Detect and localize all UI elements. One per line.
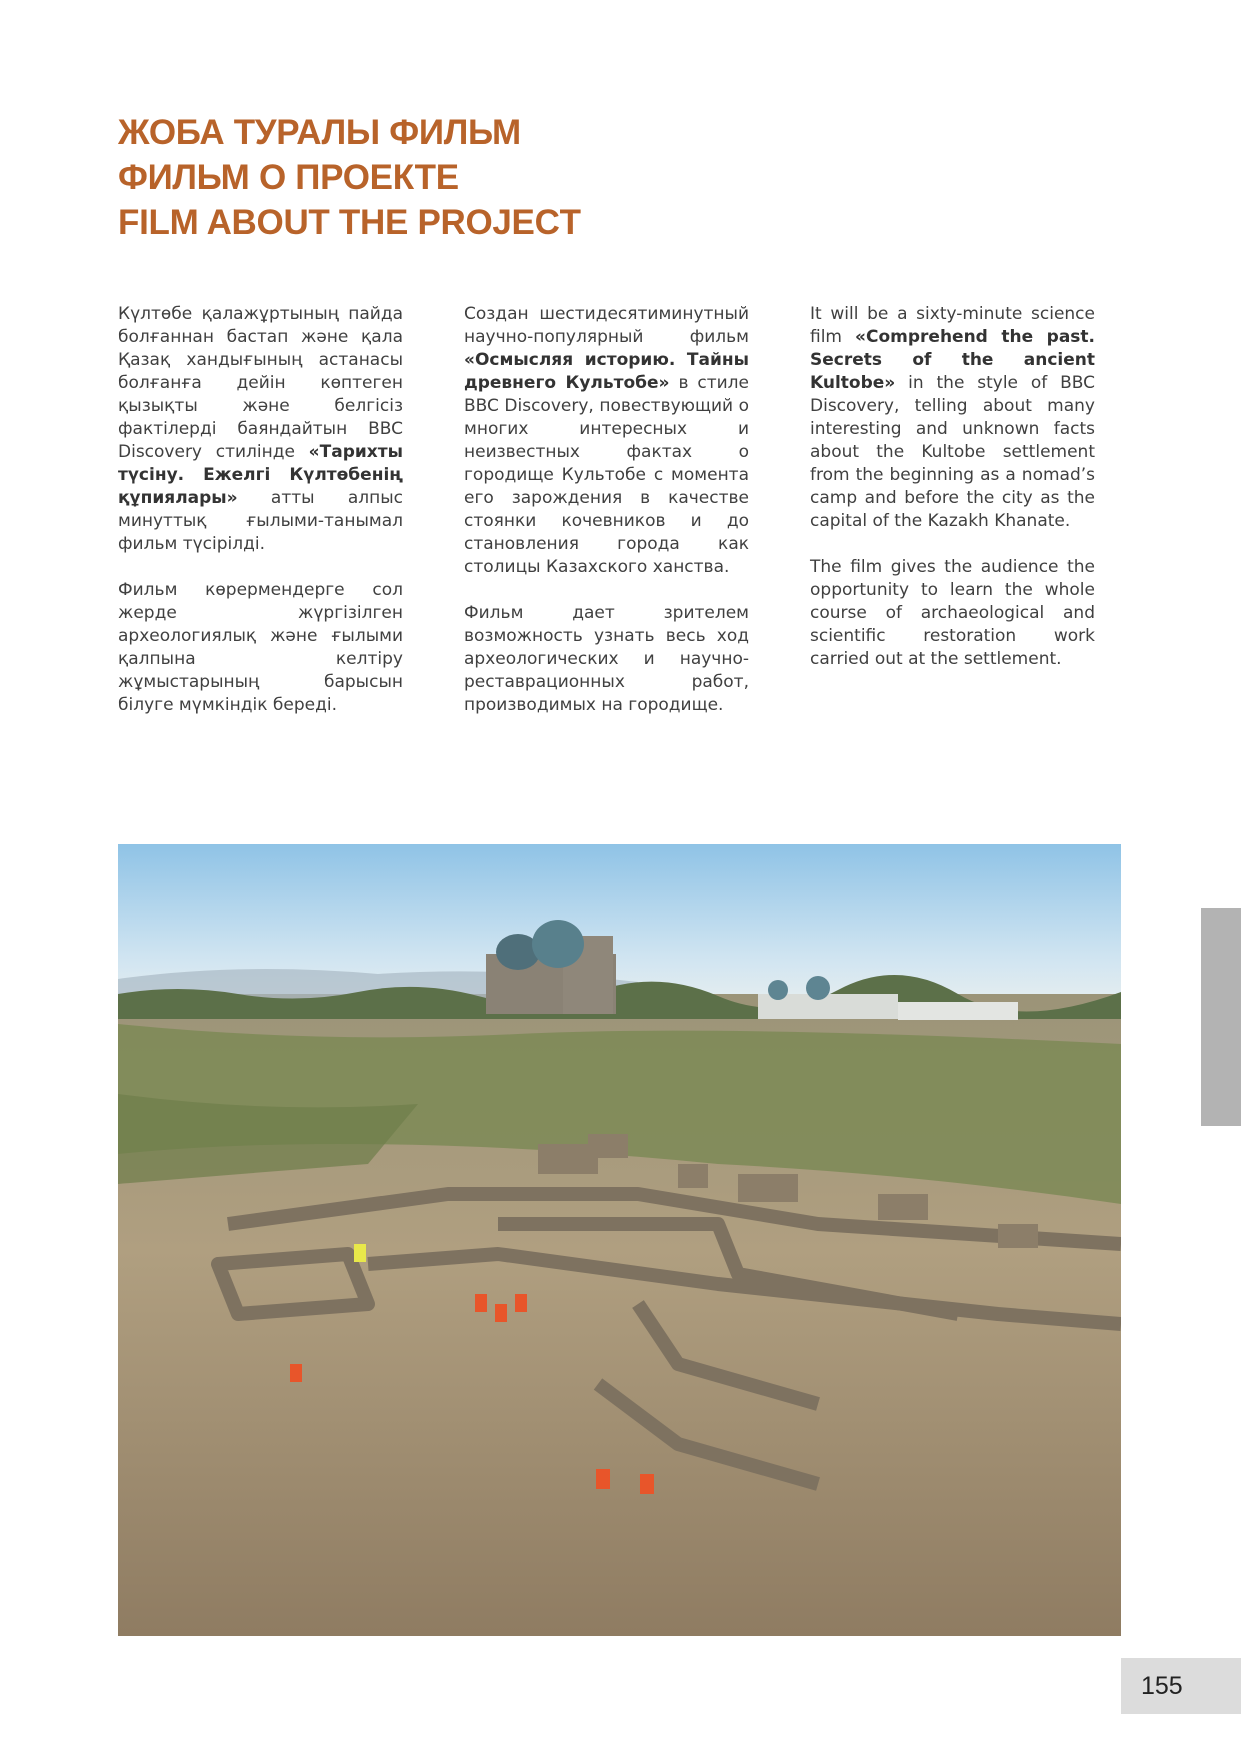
excavation-site-photo [118,844,1121,1636]
english-paragraph-2: The film gives the audience the opportunity to learn the whole course of archaeological and scientific restoration work carried out at the settlement. [810,557,1095,669]
russian-paragraph-2: Фильм дает зрителем возможность узнать весь ход археологических и научно-реставрационных работ, производимых на городище. [464,603,749,715]
column-english [810,303,1095,694]
russian-paragraph-1 [464,303,749,579]
column-kazakh [118,303,403,740]
russian-p1-text: Создан шестидесятиминутный научно-популярный фильм [464,304,749,347]
page-number-box [1121,1658,1241,1714]
page-number: 155 [1141,1671,1183,1700]
title-russian: ФИЛЬМ О ПРОЕКТЕ [118,158,459,197]
column-russian [464,303,749,740]
side-tab-marker [1201,908,1241,1126]
russian-p1-text-end: в стиле BBC Discovery, повествующий о многих интересных и неизвестных фактах о городище Культобе с момента его зарождения в качестве стоянки кочевников и до становления города как столицы Казахского ханства. [464,373,749,577]
kazakh-film-title: «Тарихты түсіну. Ежелгі Күлтөбенің құпиялары» [118,442,403,508]
page-title-block [118,110,581,245]
english-film-title: «Comprehend the past. Secrets of the ancient Kultobe» [810,327,1096,393]
kazakh-p1-text: Күлтөбе қалажұртының пайда болғаннан бастап және қала Қазақ хандығының астанасы болғанға дейін көптеген қызықты және белгісіз фактілерді баяндайтын BBC Discovery стилінде [118,304,403,462]
kazakh-p1-text-end: атты алпыс минуттық ғылыми-танымал фильм түсірілді. [118,488,404,554]
english-paragraph-1 [810,303,1095,533]
english-p1-text-end: in the style of BBC Discovery, telling about many interesting and unknown facts about the Kultobe settlement from the beginning as a nomad’s camp and before the city as the capital of the Kazakh Khanate. [810,373,1096,531]
title-kazakh: ЖОБА ТУРАЛЫ ФИЛЬМ [118,113,521,152]
english-p1-text: It will be a sixty-minute science film [810,304,1095,347]
kazakh-paragraph-2: Фильм көрермендерге сол жерде жүргізілген археологиялық және ғылыми қалпына келтіру жұмыстарының барысын білуге мүмкіндік береді. [118,580,403,715]
russian-film-title: «Осмысляя историю. Тайны древнего Культобе» [464,350,749,393]
title-english: FILM ABOUT THE PROJECT [118,203,581,242]
kazakh-paragraph-1 [118,303,403,556]
excavation-illustration [118,844,1121,1636]
text-columns [118,303,1118,783]
